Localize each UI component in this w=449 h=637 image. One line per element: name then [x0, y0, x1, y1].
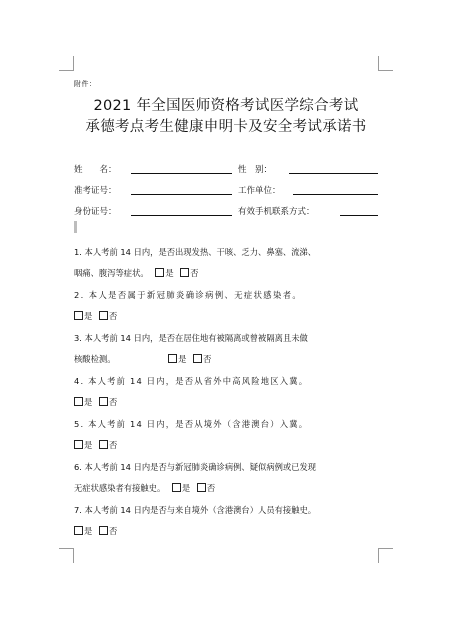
question-2-option-no[interactable]	[99, 310, 117, 322]
option-yes-label: 是	[84, 526, 93, 536]
work-unit-underline[interactable]	[293, 194, 378, 195]
question-6-text-cont: 无症状感染者有接触史。	[74, 483, 166, 493]
option-yes-label: 是	[181, 483, 191, 493]
option-no-label: 否	[108, 526, 118, 536]
question-5-option-no[interactable]	[99, 439, 117, 451]
gender-underline[interactable]	[289, 173, 378, 174]
question-2-options	[74, 310, 117, 322]
admission-number-label: 准考证号：	[74, 186, 117, 196]
option-yes-label: 是	[84, 397, 93, 407]
question-4-option-yes[interactable]	[74, 396, 92, 408]
gender-label: 性 别：	[238, 165, 273, 175]
option-no-label: 否	[190, 268, 199, 278]
checkbox-icon	[74, 526, 83, 535]
checkbox-icon	[74, 311, 83, 320]
question-7-options	[74, 525, 117, 537]
option-yes-label: 是	[178, 354, 187, 364]
checkbox-icon	[99, 397, 108, 406]
admission-number-underline[interactable]	[131, 194, 232, 195]
id-number-label: 身份证号：	[74, 207, 117, 217]
question-4-line1: 4. 本人考前 14 日内，是否从省外中高风险地区入冀。	[74, 376, 309, 386]
question-1-option-no[interactable]	[180, 267, 198, 279]
option-no-label: 否	[108, 440, 118, 450]
checkbox-icon	[74, 440, 83, 449]
text-cursor-marker	[74, 221, 77, 233]
question-3-line1: 3. 本人考前 14 日内，是否在居住地有被隔离或曾被隔离且未做	[74, 333, 308, 343]
checkbox-icon	[168, 354, 177, 363]
checkbox-icon	[197, 483, 206, 492]
checkbox-icon	[193, 354, 202, 363]
question-5-option-yes[interactable]	[74, 439, 92, 451]
question-7-option-yes[interactable]	[74, 525, 92, 537]
question-1-option-yes[interactable]	[155, 267, 173, 279]
name-label: 姓 名：	[74, 165, 117, 175]
checkbox-icon	[180, 268, 189, 277]
question-7-line1: 7. 本人考前 14 日内是否与来自境外（含港澳台）人员有接触史。	[74, 505, 317, 515]
question-2-option-yes[interactable]	[74, 310, 92, 322]
question-3-option-no[interactable]	[193, 353, 211, 365]
question-2-line1: 2. 本人是否属于新冠肺炎确诊病例、无症状感染者。	[74, 290, 303, 300]
option-yes-label: 是	[165, 268, 174, 278]
name-underline[interactable]	[131, 173, 232, 174]
option-no-label: 否	[108, 397, 118, 407]
option-no-label: 否	[206, 483, 216, 493]
checkbox-icon	[74, 397, 83, 406]
option-no-label: 否	[203, 354, 212, 364]
question-3-option-yes[interactable]	[168, 353, 186, 365]
crop-mark-top-right	[378, 56, 393, 71]
id-number-underline[interactable]	[131, 215, 232, 216]
attachment-label: 附件：	[74, 80, 97, 88]
work-unit-label: 工作单位：	[238, 186, 281, 196]
question-5-line1: 5. 本人考前 14 日内，是否从境外（含港澳台）入冀。	[74, 419, 309, 429]
question-6-option-yes[interactable]	[172, 482, 190, 494]
document-title-line2: 承德考点考生健康申明卡及安全考试承诺书	[85, 119, 367, 135]
option-no-label: 否	[108, 311, 118, 321]
checkbox-icon	[99, 440, 108, 449]
option-yes-label: 是	[84, 440, 93, 450]
checkbox-icon	[99, 526, 108, 535]
checkbox-icon	[99, 311, 108, 320]
question-3-line2	[74, 353, 211, 365]
checkbox-icon	[155, 268, 164, 277]
question-6-option-no[interactable]	[197, 482, 215, 494]
document-title-line1: 2021 年全国医师资格考试医学综合考试	[93, 98, 359, 114]
phone-underline[interactable]	[340, 215, 378, 216]
checkbox-icon	[172, 483, 181, 492]
question-7-option-no[interactable]	[99, 525, 117, 537]
crop-mark-top-left	[59, 56, 74, 71]
phone-label: 有效手机联系方式：	[238, 207, 315, 217]
question-1-line1: 1. 本人考前 14 日内，是否出现发热、干咳、乏力、鼻塞、流涕、	[74, 247, 317, 257]
question-6-line1: 6. 本人考前 14 日内是否与新冠肺炎确诊病例、疑似病例或已发现	[74, 462, 317, 472]
question-3-text-cont: 核酸检测。	[74, 354, 116, 364]
question-1-text-cont: 咽痛、腹泻等症状。	[74, 268, 149, 278]
question-6-line2	[74, 482, 215, 494]
option-yes-label: 是	[84, 311, 93, 321]
question-4-option-no[interactable]	[99, 396, 117, 408]
question-4-options	[74, 396, 117, 408]
question-1-line2	[74, 267, 199, 279]
crop-mark-bottom-left	[59, 548, 74, 563]
crop-mark-bottom-right	[378, 548, 393, 563]
question-5-options	[74, 439, 117, 451]
